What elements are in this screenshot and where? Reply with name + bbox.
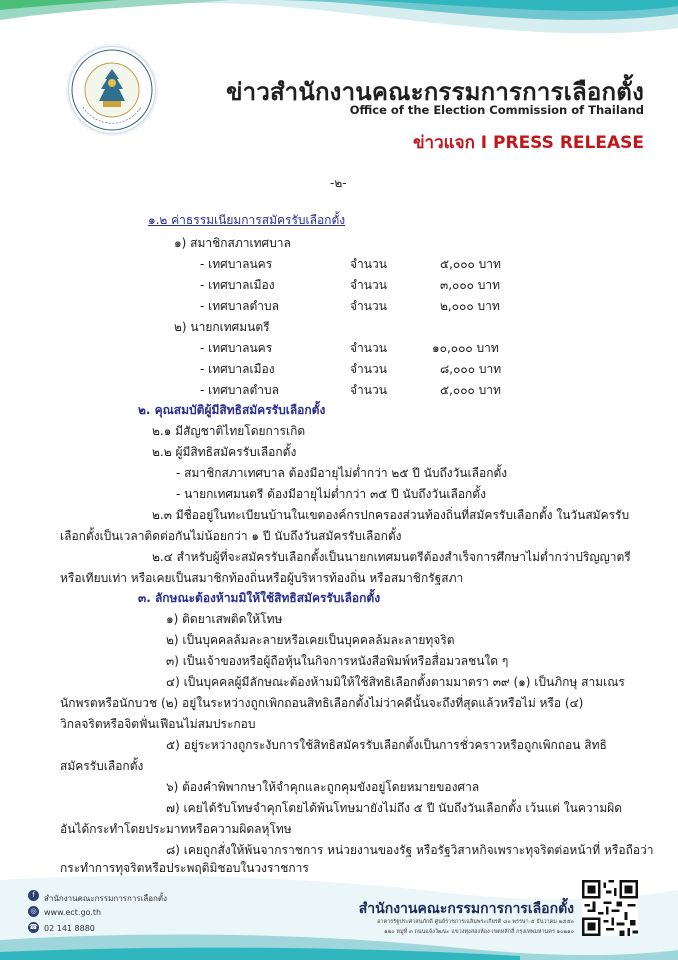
fee-amount: ๑๐,๐๐๐ บาท (432, 341, 499, 355)
phone-icon: ☎ (29, 923, 38, 931)
letterhead-footer (0, 870, 678, 960)
fee-amount: ๘,๐๐๐ บาท (440, 362, 502, 376)
press-release-label: ข่าวแจก I PRESS RELEASE (412, 133, 644, 153)
footer-phone[interactable]: ☎ 02 141 8880 (29, 923, 95, 933)
section-2-3-line1: ๒.๓ มีชื่ออยู่ในทะเบียนบ้านในเขตองค์กรปกครองส่วนท้องถิ่นที่สมัครรับเลือกตั้ง ในวันสมัครรับ (152, 508, 630, 522)
section-3-item: ๑) ติดยาเสพติดให้โทษ (166, 612, 283, 626)
facebook-icon: f (28, 890, 39, 901)
section-1-2-title: ๑.๒ ค่าธรรมเนียมการสมัครรับเลือกตั้ง (148, 213, 346, 227)
fee-amount: ๓,๐๐๐ บาท (440, 278, 501, 292)
section-3-item: ๗) เคยได้รับโทษจำคุกโดยได้พ้นโทษมายังไม่ถึง ๕ ปี นับถึงวันเลือกตั้ง เว้นแต่ ในความผิด (166, 801, 623, 815)
section-3-item: ๔) เป็นบุคคลผู้มีลักษณะต้องห้ามมิให้ใช้สิทธิเลือกตั้งตามมาตรา ๓๙ (๑) เป็นภิกษุ สามเณร (166, 675, 625, 689)
ect-emblem-icon (68, 46, 156, 134)
section-3-item-cont: นักพรตหรือนักบวช (๒) อยู่ในระหว่างถูกเพิกถอนสิทธิเลือกตั้งไม่ว่าคดีนั้นจะถึงที่สุดแล้วหรือไม่ หรือ (๔) (60, 696, 584, 710)
section-2-4-line1: ๒.๔ สำหรับผู้ที่จะสมัครรับเลือกตั้งเป็นนายกเทศมนตรีต้องสำเร็จการศึกษาไม่ต่ำกว่าปริญญาตรี (152, 550, 631, 564)
letterhead (0, 0, 678, 170)
footer-address-line2: ๑๒๐ หมู่ที่ ๓ ถนนแจ้งวัฒนะ แขวงทุ่งสองห้อง เขตหลักสี่ กรุงเทพมหานคร ๑๐๒๑๐ (384, 929, 574, 935)
fee-mayor-heading: ๒) นายกเทศมนตรี (174, 320, 270, 334)
section-3-item: ๖) ต้องคำพิพากษาให้จำคุกและถูกคุมขังอยู่โดยหมายของศาล (166, 780, 480, 794)
section-3-item: ๒) เป็นบุคคลล้มละลายหรือเคยเป็นบุคคลล้มละลายทุจริต (166, 633, 455, 647)
section-3-item-cont: อันได้กระทำโดยประมาทหรือความผิดลหุโทษ (60, 822, 292, 836)
globe-icon: ◎ (28, 906, 39, 917)
section-3-item-cont: สมัครรับเลือกตั้ง (60, 759, 144, 773)
fee-type: - เทศบาลตำบล (200, 299, 279, 313)
fee-type: - เทศบาลตำบล (200, 383, 279, 397)
section-2-2: ๒.๒ ผู้มีสิทธิสมัครรับเลือกตั้ง (152, 445, 297, 459)
footer-address-line1: อาคารรัฐประศาสนภักดี ศูนย์ราชการเฉลิมพระเกียรติ ๘๐ พรรษา ๕ ธันวาคม ๒๕๕๐ (377, 919, 574, 925)
page-number: -๒- (330, 176, 347, 190)
header-title-thai: ข่าวสำนักงานคณะกรรมการการเลือกตั้ง (226, 78, 644, 106)
unit-label: จำนวน (350, 383, 387, 397)
section-2-1: ๒.๑ มีสัญชาติไทยโดยการเกิด (152, 424, 306, 438)
section-3-item: ๕) อยู่ระหว่างถูกระงับการใช้สิทธิสมัครรับเลือกตั้งเป็นการชั่วคราวหรือถูกเพิกถอน สิทธิ (166, 738, 607, 752)
unit-label: จำนวน (350, 362, 387, 376)
section-2-3-line2: เลือกตั้งเป็นเวลาติดต่อกันไม่น้อยกว่า ๑ ปี นับถึงวันสมัครรับเลือกตั้ง (60, 529, 402, 543)
footer-office-name: สำนักงานคณะกรรมการการเลือกตั้ง (358, 901, 574, 917)
fee-amount: ๕,๐๐๐ บาท (440, 383, 501, 397)
fee-type: - เทศบาลนคร (200, 257, 273, 271)
fee-type: - เทศบาลเมือง (200, 362, 275, 376)
fee-type: - เทศบาลนคร (200, 341, 273, 355)
section-2-4-line2: หรือเทียบเท่า หรือเคยเป็นสมาชิกท้องถิ่นหรือผู้บริหารท้องถิ่น หรือสมาชิกรัฐสภา (60, 571, 464, 585)
footer-wave (0, 870, 678, 960)
unit-label: จำนวน (350, 257, 387, 271)
footer-website[interactable]: ◎ www.ect.go.th (28, 908, 101, 917)
fee-amount: ๕,๐๐๐ บาท (440, 257, 501, 271)
section-2-2-mayor: - นายกเทศมนตรี ต้องมีอายุไม่ต่ำกว่า ๓๕ ปี นับถึงวันเลือกตั้ง (176, 487, 486, 501)
header-title-english: Office of the Election Commission of Thailand (349, 103, 644, 117)
section-3-title: ๓. ลักษณะต้องห้ามมิให้ใช้สิทธิสมัครรับเลือกตั้ง (138, 591, 381, 605)
section-3-item-cont: วิกลจริตหรือจิตฟั่นเฟือนไม่สมประกอบ (60, 717, 256, 731)
section-2-title: ๒. คุณสมบัติผู้มีสิทธิสมัครรับเลือกตั้ง (138, 403, 326, 417)
unit-label: จำนวน (350, 341, 387, 355)
fee-type: - เทศบาลเมือง (200, 278, 275, 292)
section-3-item: ๘) เคยถูกสั่งให้พ้นจากราชการ หน่วยงานของรัฐ หรือรัฐวิสาหกิจเพราะทุจริตต่อหน้าที่ หรือถือว่า (166, 843, 654, 857)
section-3-item: ๓) เป็นเจ้าของหรือผู้ถือหุ้นในกิจการหนังสือพิมพ์หรือสื่อมวลชนใด ๆ (166, 654, 509, 668)
section-3-item-cont: กระทำการทุจริตหรือประพฤติมิชอบในวงราชการ (60, 861, 309, 875)
qr-code-icon[interactable] (582, 880, 638, 936)
footer-facebook[interactable]: f สำนักงานคณะกรรมการการเลือกตั้ง (28, 892, 167, 905)
fee-amount: ๒,๐๐๐ บาท (440, 299, 500, 313)
section-2-2-council: - สมาชิกสภาเทศบาล ต้องมีอายุไม่ต่ำกว่า ๒๕ ปี นับถึงวันเลือกตั้ง (176, 466, 508, 480)
fee-council-heading: ๑) สมาชิกสภาเทศบาล (174, 236, 291, 250)
unit-label: จำนวน (350, 299, 387, 313)
unit-label: จำนวน (350, 278, 387, 292)
